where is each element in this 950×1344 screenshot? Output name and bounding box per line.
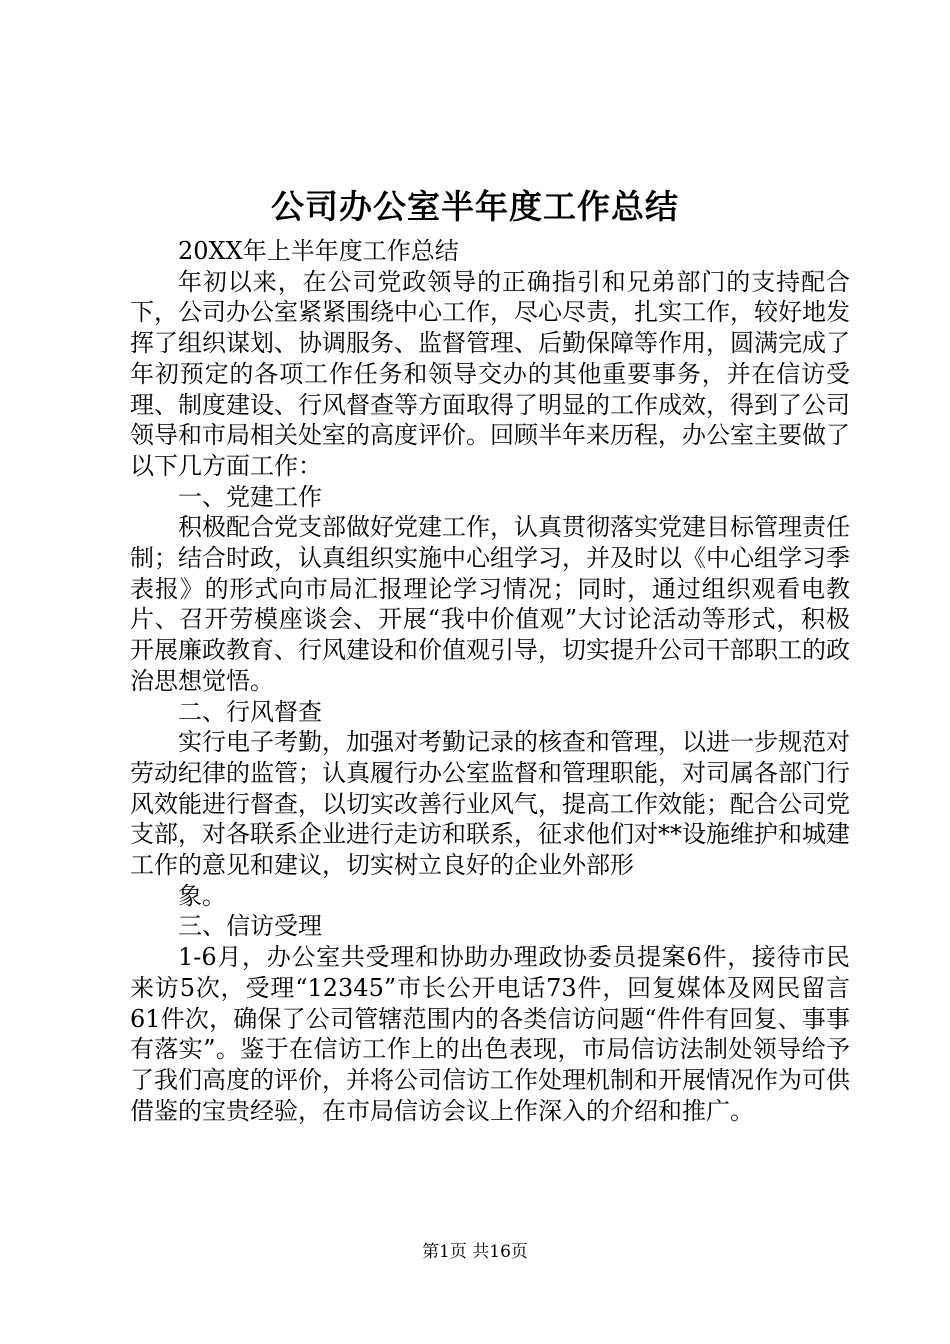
section-heading-party-building: 一、党建工作 bbox=[178, 482, 322, 511]
section-heading-petitions: 三、信访受理 bbox=[178, 912, 322, 941]
page-footer: 第1页 共16页 bbox=[422, 1242, 528, 1262]
conduct-supervision-continuation: 象。 bbox=[178, 881, 226, 910]
petitions-paragraph: 1-6月，办公室共受理和协助办理政协委员提案6件，接待市民来访5次，受理“12345”市长公开电话73件，回复媒体及网民留言61件次，确保了公司管辖范围内的各类信访问题“件件有回复、事事有落实”。鉴于在信访工作上的出色表现，市局信访法制处领导给予了我们高度的评价，并将公司信访工作处理机制和开展情况作为可供借鉴的宝贵经验，在市局信访会议上作深入的介绍和推广。 bbox=[130, 943, 850, 1125]
conduct-supervision-paragraph: 实行电子考勤，加强对考勤记录的核查和管理，以进一步规范对劳动纪律的监管；认真履行办公室监督和管理职能，对司属各部门行风效能进行督查，以切实改善行业风气，提高工作效能；配合公司党支部，对各联系企业进行走访和联系，征求他们对**设施维护和城建工作的意见和建议，切实树立良好的企业外部形 bbox=[130, 728, 850, 880]
section-heading-conduct-supervision: 二、行风督查 bbox=[178, 697, 322, 726]
page-title: 公司办公室半年度工作总结 bbox=[271, 187, 679, 226]
party-building-paragraph: 积极配合党支部做好党建工作，认真贯彻落实党建目标管理责任制；结合时政，认真组织实施中心组学习，并及时以《中心组学习季表报》的形式向市局汇报理论学习情况；同时，通过组织观看电教片、召开劳模座谈会、开展“我中价值观”大讨论活动等形式，积极开展廉政教育、行风建设和价值观引导，切实提升公司干部职工的政治思想觉悟。 bbox=[130, 513, 850, 695]
intro-paragraph: 年初以来，在公司党政领导的正确指引和兄弟部门的支持配合下，公司办公室紧紧围绕中心工作，尽心尽责，扎实工作，较好地发挥了组织谋划、协调服务、监督管理、后勤保障等作用，圆满完成了年初预定的各项工作任务和领导交办的其他重要事务，并在信访受理、制度建设、行风督查等方面取得了明显的工作成效，得到了公司领导和市局相关处室的高度评价。回顾半年来历程，办公室主要做了以下几方面工作： bbox=[130, 267, 850, 480]
document-body bbox=[130, 236, 850, 1126]
subtitle-paragraph: 20XX年上半年度工作总结 bbox=[178, 237, 459, 265]
